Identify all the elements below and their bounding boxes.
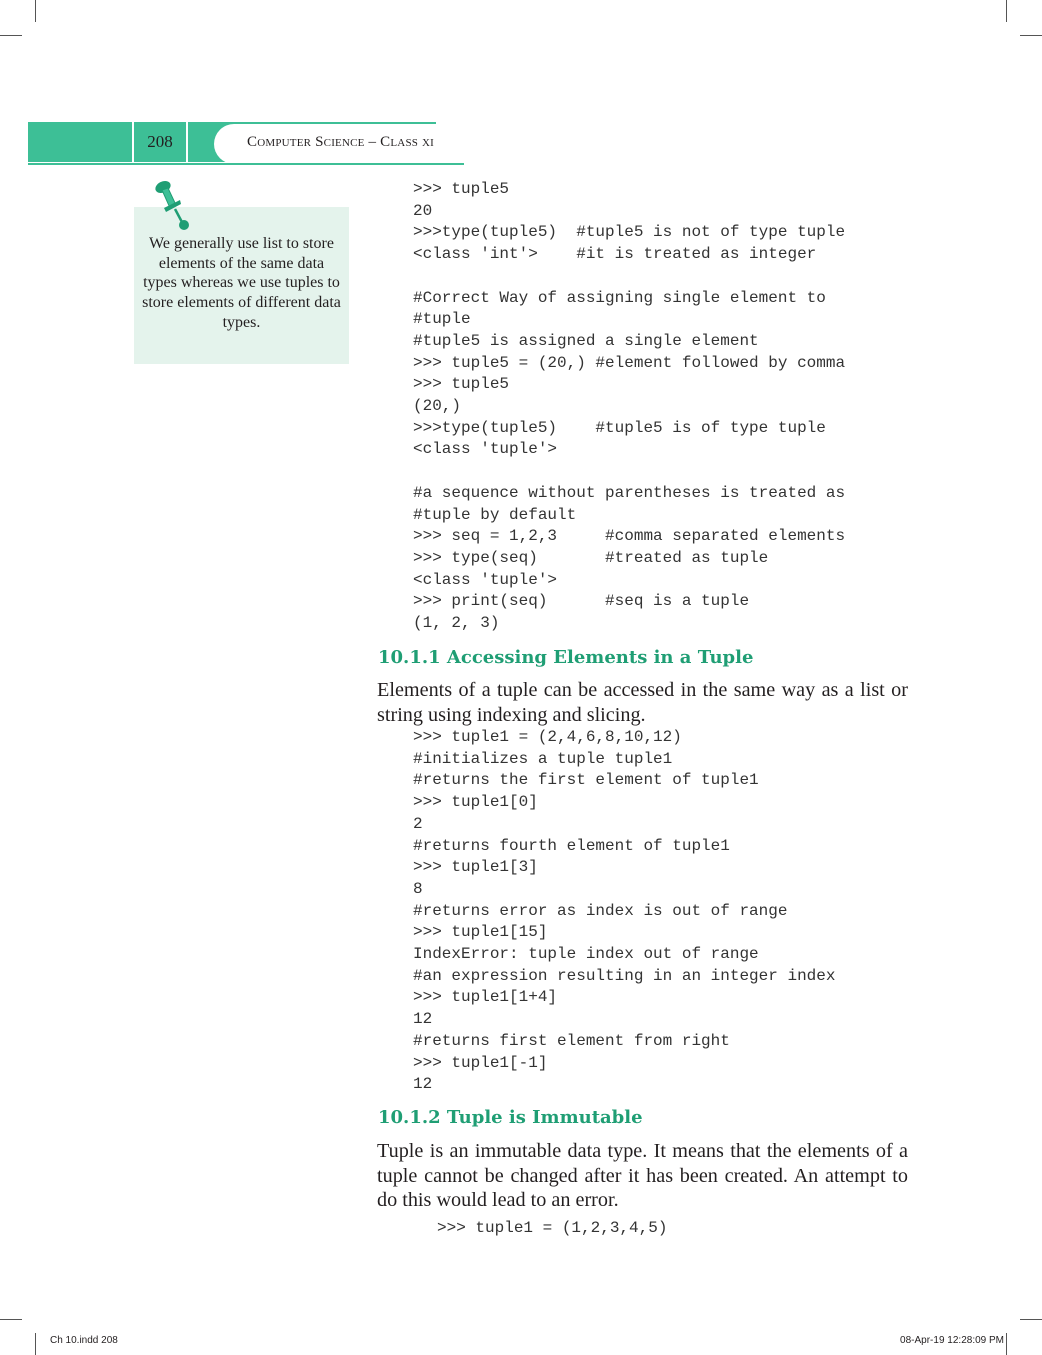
code-line: >>> tuple1 = (2,4,6,8,10,12) bbox=[413, 728, 682, 746]
section-heading: 10.1.2 Tuple is Immutable bbox=[378, 1107, 643, 1128]
code-line: #returns the first element of tuple1 bbox=[413, 771, 759, 790]
code-line: #tuple5 is assigned a single element bbox=[413, 331, 759, 350]
code-line: >>> print(seq) #seq is a tuple bbox=[413, 592, 750, 611]
code-line: >>> tuple1 = (1,2,3,4,5) bbox=[437, 1219, 668, 1237]
code-line: >>> tuple1[0] bbox=[413, 793, 538, 812]
crop-mark bbox=[1020, 1319, 1042, 1320]
code-line: <class 'tuple'> bbox=[413, 440, 558, 459]
code-line: >>> tuple1[15] bbox=[413, 923, 548, 942]
code-line: 12 bbox=[413, 1075, 433, 1094]
code-line: 12 bbox=[413, 1010, 433, 1029]
code-line: 20 bbox=[413, 201, 433, 220]
crop-mark bbox=[1006, 1333, 1007, 1355]
code-line: >>> tuple1[-1] bbox=[413, 1053, 548, 1072]
running-head: Computer Science – Class xi bbox=[247, 134, 435, 150]
code-line: <class 'tuple'> bbox=[413, 570, 558, 589]
header-rule bbox=[28, 163, 464, 165]
code-line: <class 'int'> #it is treated as integer bbox=[413, 245, 817, 264]
code-line: 2 bbox=[413, 814, 423, 833]
crop-mark bbox=[1020, 35, 1042, 36]
code-line: #tuple by default bbox=[413, 505, 577, 524]
code-line: #returns fourth element of tuple1 bbox=[413, 836, 730, 855]
code-line: >>>type(tuple5) #tuple5 is not of type tuple bbox=[413, 223, 846, 242]
code-line: #returns error as index is out of range bbox=[413, 901, 788, 920]
crop-mark bbox=[0, 35, 22, 36]
code-line: >>> tuple5 bbox=[413, 180, 510, 198]
code-line: >>> tuple5 = (20,) #element followed by comma bbox=[413, 353, 846, 372]
code-block bbox=[413, 179, 845, 635]
side-note-text: We generally use list to store elements of the same data types whereas we use tuples to store elements of different data types. bbox=[142, 235, 341, 331]
code-line: #tuple bbox=[413, 310, 471, 329]
code-block bbox=[437, 1218, 667, 1240]
code-line: (20,) bbox=[413, 397, 462, 416]
code-line: IndexError: tuple index out of range bbox=[413, 945, 759, 964]
crop-mark bbox=[1006, 0, 1007, 22]
footer-timestamp: 08-Apr-19 12:28:09 PM bbox=[900, 1335, 1004, 1346]
code-line: #Correct Way of assigning single element to bbox=[413, 288, 826, 307]
crop-mark bbox=[0, 1319, 22, 1320]
code-line: >>> tuple1[1+4] bbox=[413, 988, 558, 1007]
code-line: >>> seq = 1,2,3 #comma separated elements bbox=[413, 527, 846, 546]
code-line: #an expression resulting in an integer index bbox=[413, 966, 836, 985]
pushpin-icon bbox=[150, 178, 194, 232]
code-line: >>> tuple5 bbox=[413, 375, 510, 394]
code-line: >>>type(tuple5) #tuple5 is of type tuple bbox=[413, 418, 826, 437]
code-line: 8 bbox=[413, 879, 423, 898]
code-block bbox=[413, 727, 835, 1096]
body-paragraph: Tuple is an immutable data type. It means that the elements of a tuple cannot be changed after it has been created. An attempt to do this would lead to an error. bbox=[377, 1140, 908, 1211]
code-line: #returns first element from right bbox=[413, 1031, 730, 1050]
body-paragraph: Elements of a tuple can be accessed in the same way as a list or string using indexing and slicing. bbox=[377, 679, 908, 726]
page-number: 208 bbox=[147, 132, 173, 151]
code-line: (1, 2, 3) bbox=[413, 614, 500, 633]
footer-file-slug: Ch 10.indd 208 bbox=[50, 1335, 118, 1346]
code-line: #initializes a tuple tuple1 bbox=[413, 749, 673, 768]
code-line: >>> tuple1[3] bbox=[413, 858, 538, 877]
code-line: #a sequence without parentheses is treated as bbox=[413, 483, 846, 502]
code-line: >>> type(seq) #treated as tuple bbox=[413, 548, 769, 567]
crop-mark bbox=[35, 0, 36, 22]
crop-mark bbox=[35, 1333, 36, 1355]
section-heading: 10.1.1 Accessing Elements in a Tuple bbox=[378, 647, 754, 668]
